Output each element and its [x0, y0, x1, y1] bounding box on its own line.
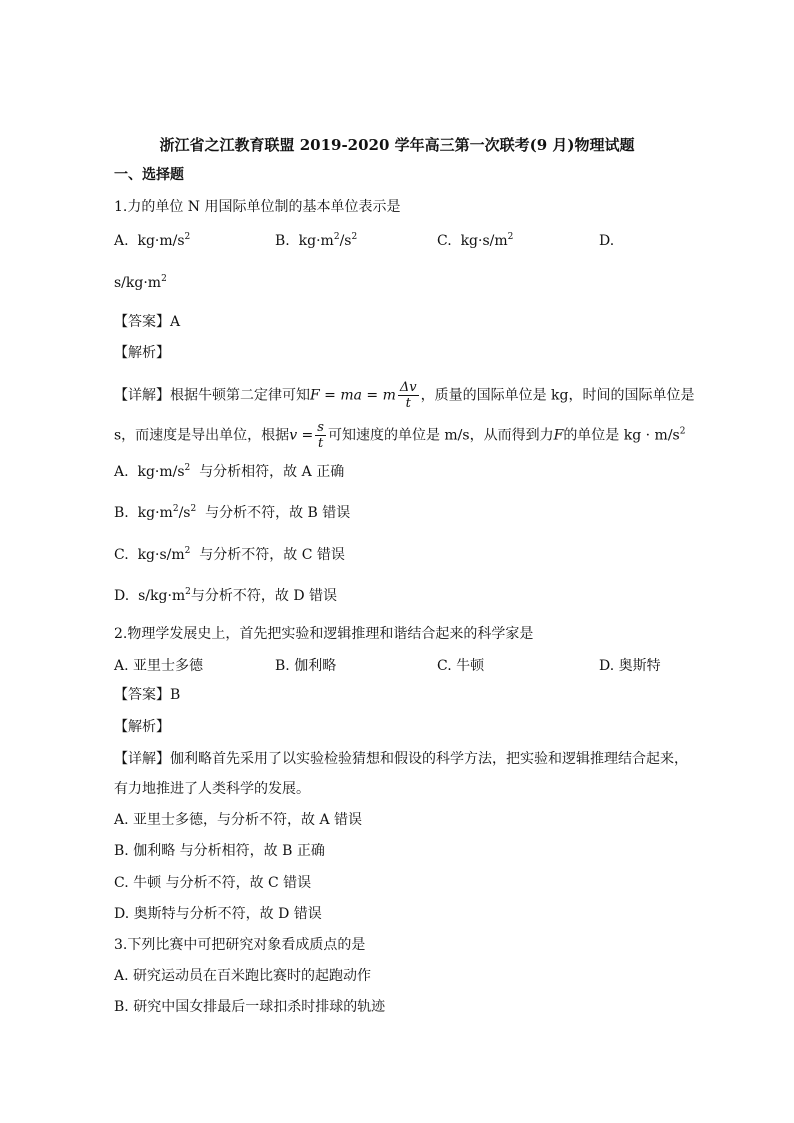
- q1-item-a: A. $kg\cdot m/s^2$ 与分析相符，故 A 正确: [114, 463, 345, 480]
- q2-answer: 【答案】B: [114, 687, 181, 703]
- question-3-stem: 3.下列比赛中可把研究对象看成质点的是: [114, 937, 366, 953]
- section-heading: 一、选择题: [114, 167, 184, 183]
- q1-option-b: B. $kg\cdot m^2/s^2$: [275, 232, 358, 249]
- question-1-stem: 1.力的单位 N 用国际单位制的基本单位表示是: [114, 199, 401, 215]
- q2-option-c: C. 牛顿: [437, 658, 485, 674]
- q3-item-b: B. 研究中国女排最后一球扣杀时排球的轨迹: [114, 999, 386, 1015]
- q1-detail-line-2: s，而速度是导出单位，根据v = $\frac{s}{t}$ 可知速度的单位是 m/s，从而得到力F的单位是 kg · $m/s^2$: [114, 420, 686, 451]
- q1-option-d-label: D.: [599, 233, 615, 249]
- q2-detail-line-2: 有力地推进了人类科学的发展。: [114, 781, 310, 797]
- q2-item-b: B. 伽利略 与分析相符，故 B 正确: [114, 843, 325, 859]
- q1-option-c: C. $kg\cdot s/m^2$: [437, 232, 514, 249]
- q2-analysis-label: 【解析】: [114, 719, 170, 735]
- fraction-s-over-t: $\frac{s}{t}$: [317, 420, 324, 451]
- q1-detail-line-1: 【详解】根据牛顿第二定律可知F = ma = m $\frac{\Delta v}{t}$ ，质量的国际单位是 kg，时间的国际单位是: [114, 380, 695, 411]
- q1-item-b: B. $kg\cdot m^2/s^2$ 与分析不符，故 B 错误: [114, 504, 351, 521]
- question-2-stem: 2.物理学发展史上，首先把实验和逻辑推理和谐结合起来的科学家是: [114, 626, 534, 642]
- page-title: 浙江省之江教育联盟 2019-2020 学年高三第一次联考(9 月)物理试题: [159, 136, 635, 154]
- q1-answer: 【答案】A: [114, 314, 181, 330]
- q1-item-c: C. $kg\cdot s/m^2$ 与分析不符，故 C 错误: [114, 546, 345, 563]
- q2-item-d: D. 奥斯特与分析不符，故 D 错误: [114, 906, 322, 922]
- q2-option-b: B. 伽利略: [275, 658, 337, 674]
- q2-option-a: A. 亚里士多德: [114, 658, 204, 674]
- fraction-delta-v-over-t: $\frac{\Delta v}{t}$: [399, 380, 417, 411]
- q1-analysis-label: 【解析】: [114, 345, 170, 361]
- q3-item-a: A. 研究运动员在百米跑比赛时的起跑动作: [114, 968, 372, 984]
- q2-item-a: A. 亚里士多德，与分析不符，故 A 错误: [114, 812, 363, 828]
- q1-item-d: D. $s/kg\cdot m^2$与分析不符，故 D 错误: [114, 587, 338, 604]
- q2-option-d: D. 奥斯特: [599, 658, 661, 674]
- q1-option-d: $s/kg\cdot m^2$: [114, 274, 167, 291]
- q2-detail-line-1: 【详解】伽利略首先采用了以实验检验猜想和假设的科学方法，把实验和逻辑推理结合起来，: [114, 751, 688, 767]
- q1-option-a: A. $kg\cdot m/s^2$: [114, 232, 191, 249]
- q2-item-c: C. 牛顿 与分析不符，故 C 错误: [114, 875, 312, 891]
